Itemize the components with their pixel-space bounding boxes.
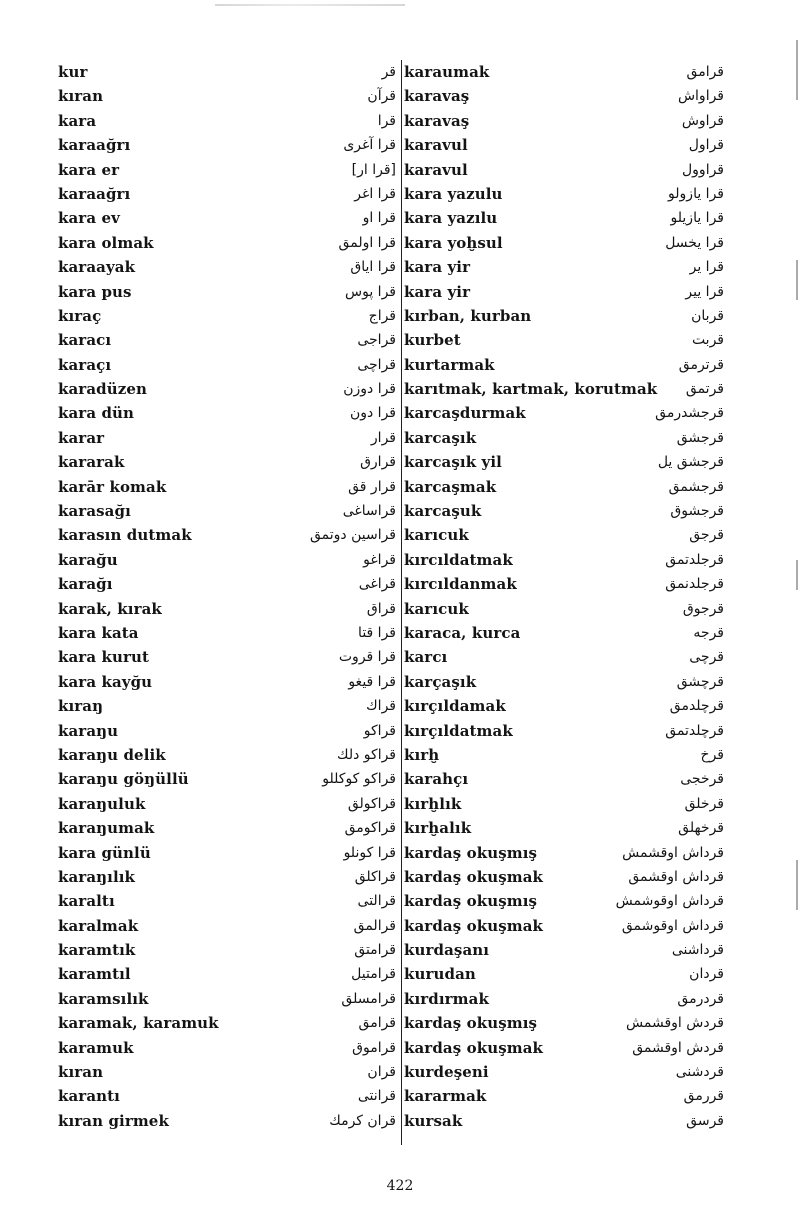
dictionary-entry bbox=[404, 109, 724, 133]
entry-arabic-script: قرامق bbox=[686, 64, 724, 80]
dictionary-entry bbox=[404, 1011, 724, 1035]
entry-latin-headword: kıran bbox=[58, 1063, 104, 1082]
entry-arabic-script: قراول bbox=[688, 137, 724, 154]
dictionary-entry bbox=[404, 841, 724, 865]
entry-latin-headword: kara kayğu bbox=[58, 672, 153, 691]
dictionary-entry bbox=[404, 353, 724, 377]
right-column bbox=[404, 60, 724, 1150]
entry-arabic-script: قرا قتا bbox=[358, 624, 396, 641]
entry-latin-headword: kara yoḫsul bbox=[404, 233, 503, 252]
dictionary-entry bbox=[58, 450, 396, 474]
dictionary-entry bbox=[58, 499, 396, 523]
entry-latin-headword: karasağı bbox=[58, 502, 131, 521]
dictionary-entry bbox=[58, 914, 396, 938]
entry-latin-headword: karasın dutmak bbox=[58, 526, 192, 545]
dictionary-entry bbox=[58, 841, 396, 865]
entry-arabic-script: قرار bbox=[370, 429, 396, 446]
dictionary-entry bbox=[404, 255, 724, 279]
entry-arabic-script: قرالمق bbox=[353, 917, 396, 934]
dictionary-entry bbox=[58, 548, 396, 572]
dictionary-entry bbox=[58, 743, 396, 767]
entry-latin-headword: kara er bbox=[58, 160, 120, 179]
dictionary-entry bbox=[58, 84, 396, 108]
dictionary-entry bbox=[58, 377, 396, 401]
entry-latin-headword: kurudan bbox=[404, 965, 476, 984]
entry-latin-headword: karcaşık bbox=[404, 428, 477, 447]
scan-edge-mark bbox=[796, 40, 798, 100]
entry-latin-headword: kardaş okuşmak bbox=[404, 1038, 544, 1057]
entry-latin-headword: karaayak bbox=[58, 258, 136, 277]
dictionary-entry bbox=[404, 694, 724, 718]
entry-latin-headword: kardaş okuşmış bbox=[404, 1014, 538, 1033]
entry-latin-headword: kıraç bbox=[58, 306, 102, 325]
entry-arabic-script: قرداش اوقوشمش bbox=[615, 893, 724, 910]
dictionary-entry bbox=[404, 280, 724, 304]
entry-arabic-script: قرداشنی bbox=[671, 942, 724, 959]
entry-latin-headword: kırban, kurban bbox=[404, 306, 532, 325]
entry-arabic-script: قرجشمق bbox=[668, 478, 724, 495]
dictionary-entry bbox=[404, 182, 724, 206]
dictionary-entry bbox=[404, 719, 724, 743]
entry-arabic-script: قرچلدتمق bbox=[665, 722, 724, 739]
entry-latin-headword: kardaş okuşmak bbox=[404, 916, 544, 935]
entry-latin-headword: karaltı bbox=[58, 892, 115, 911]
entry-arabic-script: قراكو كوكللو bbox=[322, 771, 396, 788]
entry-arabic-script: قرانتی bbox=[357, 1088, 396, 1105]
dictionary-entry bbox=[58, 1084, 396, 1108]
entry-latin-headword: karavul bbox=[404, 136, 468, 155]
dictionary-entry bbox=[58, 719, 396, 743]
entry-latin-headword: kara kata bbox=[58, 623, 139, 642]
dictionary-entry bbox=[58, 792, 396, 816]
dictionary-entry bbox=[404, 816, 724, 840]
entry-latin-headword: karaŋuluk bbox=[58, 794, 146, 813]
entry-arabic-script: قراواش bbox=[677, 88, 724, 105]
entry-latin-headword: kırḫ bbox=[404, 745, 440, 764]
entry-arabic-script: قرامتق bbox=[354, 942, 396, 959]
entry-latin-headword: karaŋumak bbox=[58, 819, 155, 838]
entry-arabic-script: قرجوق bbox=[682, 600, 724, 617]
entry-arabic-script: قرجشق bbox=[676, 429, 724, 446]
entry-latin-headword: kara olmak bbox=[58, 233, 154, 252]
entry-arabic-script: قردان bbox=[689, 966, 724, 983]
dictionary-entry bbox=[404, 133, 724, 157]
entry-arabic-script: قراوش bbox=[681, 112, 724, 129]
entry-arabic-script: قرجشدرمق bbox=[655, 405, 724, 422]
entry-arabic-script: قرسق bbox=[686, 1112, 724, 1129]
dictionary-entry bbox=[404, 475, 724, 499]
entry-latin-headword: karamsılık bbox=[58, 989, 149, 1008]
entry-latin-headword: kursak bbox=[404, 1111, 463, 1130]
dictionary-entry bbox=[404, 450, 724, 474]
entry-arabic-script: قرا پوس bbox=[345, 283, 396, 300]
entry-latin-headword: karamtık bbox=[58, 941, 136, 960]
entry-arabic-script: قرا قروت bbox=[338, 649, 396, 666]
dictionary-entry bbox=[58, 865, 396, 889]
entry-latin-headword: kurdeşeni bbox=[404, 1063, 489, 1082]
entry-latin-headword: karadüzen bbox=[58, 380, 147, 399]
dictionary-entry bbox=[404, 865, 724, 889]
entry-latin-headword: kıran girmek bbox=[58, 1111, 169, 1130]
entry-latin-headword: karcaşdurmak bbox=[404, 404, 526, 423]
dictionary-entry bbox=[58, 962, 396, 986]
entry-arabic-script: قرداش اوقشمق bbox=[628, 868, 724, 885]
entry-arabic-script: قراسین دوتمق bbox=[309, 527, 396, 544]
entry-arabic-script: قرامسلق bbox=[341, 990, 396, 1007]
entry-latin-headword: karar bbox=[58, 428, 105, 447]
entry-latin-headword: karıcuk bbox=[404, 599, 469, 618]
entry-arabic-script: قراكو bbox=[363, 722, 396, 739]
dictionary-entry bbox=[58, 1036, 396, 1060]
entry-arabic-script: قرار قق bbox=[348, 478, 396, 495]
dictionary-entry bbox=[404, 84, 724, 108]
entry-latin-headword: karavaş bbox=[404, 111, 470, 130]
entry-arabic-script: قرآن bbox=[367, 88, 396, 105]
dictionary-entry bbox=[404, 523, 724, 547]
dictionary-entry bbox=[58, 206, 396, 230]
entry-latin-headword: kara günlü bbox=[58, 843, 151, 862]
dictionary-entry bbox=[58, 816, 396, 840]
entry-arabic-script: قرخجی bbox=[680, 771, 724, 788]
entry-latin-headword: kırdırmak bbox=[404, 989, 489, 1008]
entry-arabic-script: قرجلدنمق bbox=[665, 576, 724, 593]
dictionary-entry bbox=[404, 914, 724, 938]
entry-arabic-script: قرخ bbox=[700, 746, 724, 763]
dictionary-entry bbox=[58, 597, 396, 621]
dictionary-entry bbox=[404, 889, 724, 913]
dictionary-entry bbox=[58, 475, 396, 499]
dictionary-entry bbox=[58, 328, 396, 352]
dictionary-entry bbox=[404, 304, 724, 328]
entry-latin-headword: karcaşık yil bbox=[404, 453, 502, 472]
dictionary-entry bbox=[58, 353, 396, 377]
entry-latin-headword: karcaşuk bbox=[404, 502, 482, 521]
entry-arabic-script: قرجق bbox=[689, 527, 724, 544]
dictionary-entry bbox=[58, 572, 396, 596]
entry-arabic-script: قراغو bbox=[363, 551, 396, 568]
dictionary-entry bbox=[58, 255, 396, 279]
dictionary-entry bbox=[404, 1084, 724, 1108]
entry-arabic-script: قرامق bbox=[358, 1015, 396, 1032]
dictionary-entry bbox=[58, 987, 396, 1011]
entry-arabic-script: قران كرمك bbox=[329, 1112, 396, 1129]
entry-arabic-script: قرا دوزن bbox=[343, 381, 396, 398]
entry-arabic-script: قررمق bbox=[683, 1088, 724, 1105]
entry-latin-headword: karalmak bbox=[58, 916, 139, 935]
dictionary-entry bbox=[58, 1109, 396, 1133]
entry-latin-headword: kırḫalık bbox=[404, 819, 472, 838]
dictionary-entry bbox=[404, 426, 724, 450]
entry-arabic-script: قراكومق bbox=[344, 820, 396, 837]
entry-latin-headword: kıraŋ bbox=[58, 697, 104, 716]
entry-arabic-script: قرا یير bbox=[685, 283, 724, 300]
entry-arabic-script: قرارق bbox=[360, 454, 396, 471]
entry-latin-headword: karçaşık bbox=[404, 672, 477, 691]
entry-arabic-script: [قرا ار] bbox=[351, 161, 396, 178]
entry-arabic-script: قرجه bbox=[693, 624, 724, 641]
entry-arabic-script: قرا كونلو bbox=[343, 844, 396, 861]
entry-arabic-script: قراوول bbox=[682, 161, 724, 178]
entry-latin-headword: kara dün bbox=[58, 404, 135, 423]
entry-latin-headword: karağı bbox=[58, 575, 113, 594]
entry-arabic-script: قراكولق bbox=[347, 795, 396, 812]
entry-arabic-script: قردشنی bbox=[675, 1064, 724, 1081]
dictionary-entry bbox=[404, 987, 724, 1011]
entry-arabic-script: قراك bbox=[366, 698, 396, 715]
scan-edge-mark bbox=[796, 860, 798, 910]
entry-latin-headword: kara pus bbox=[58, 282, 132, 301]
dictionary-entry bbox=[58, 938, 396, 962]
entry-arabic-script: قرترمق bbox=[678, 356, 724, 373]
entry-latin-headword: karcı bbox=[404, 648, 448, 667]
entry-latin-headword: karaŋılık bbox=[58, 867, 136, 886]
entry-latin-headword: kırçıldamak bbox=[404, 697, 506, 716]
entry-arabic-script: قرا اغر bbox=[354, 185, 396, 202]
entry-latin-headword: kara kurut bbox=[58, 648, 149, 667]
dictionary-entry bbox=[58, 889, 396, 913]
entry-latin-headword: karaçı bbox=[58, 355, 112, 374]
entry-latin-headword: karaŋu delik bbox=[58, 745, 166, 764]
dictionary-entry bbox=[404, 597, 724, 621]
entry-arabic-script: قرا آغری bbox=[343, 137, 396, 154]
entry-arabic-script: قرداش اوقوشمق bbox=[621, 917, 724, 934]
entry-latin-headword: kırçıldatmak bbox=[404, 721, 513, 740]
dictionary-entry bbox=[404, 548, 724, 572]
entry-arabic-script: قرا یازیلو bbox=[670, 210, 724, 227]
entry-arabic-script: قرا قیغو bbox=[348, 673, 396, 690]
dictionary-entry bbox=[58, 621, 396, 645]
entry-arabic-script: قربان bbox=[691, 307, 724, 324]
dictionary-entry bbox=[58, 523, 396, 547]
dictionary-entry bbox=[58, 158, 396, 182]
entry-arabic-script: قردش اوقشمق bbox=[632, 1039, 724, 1056]
dictionary-entry bbox=[58, 401, 396, 425]
entry-arabic-script: قراچی bbox=[357, 356, 396, 373]
entry-arabic-script: قرچشق bbox=[676, 673, 724, 690]
entry-latin-headword: karağu bbox=[58, 550, 118, 569]
dictionary-entry bbox=[58, 304, 396, 328]
entry-arabic-script: قرچی bbox=[689, 649, 724, 666]
dictionary-entry bbox=[404, 572, 724, 596]
entry-latin-headword: kırcıldatmak bbox=[404, 550, 513, 569]
scan-edge-mark bbox=[796, 260, 798, 300]
entry-arabic-script: قرجشق يل bbox=[657, 454, 724, 471]
entry-arabic-script: قرا bbox=[377, 112, 396, 129]
dictionary-entry bbox=[404, 645, 724, 669]
entry-latin-headword: kurdaşanı bbox=[404, 941, 490, 960]
entry-latin-headword: karıtmak, kartmak, korutmak bbox=[404, 380, 658, 399]
entry-latin-headword: karantı bbox=[58, 1087, 120, 1106]
dictionary-entry bbox=[404, 621, 724, 645]
entry-arabic-script: قراكو دلك bbox=[337, 746, 396, 763]
entry-arabic-script: قر bbox=[381, 64, 396, 80]
dictionary-entry bbox=[58, 767, 396, 791]
entry-arabic-script: قرا اياق bbox=[350, 259, 396, 276]
entry-arabic-script: قران bbox=[367, 1064, 396, 1081]
entry-arabic-script: قردرمق bbox=[677, 990, 724, 1007]
dictionary-entry bbox=[58, 231, 396, 255]
dictionary-entry bbox=[404, 60, 724, 84]
entry-arabic-script: قرجلدتمق bbox=[665, 551, 724, 568]
dictionary-entry bbox=[404, 377, 724, 401]
dictionary-entry bbox=[404, 938, 724, 962]
entry-arabic-script: قراكلق bbox=[354, 868, 396, 885]
dictionary-entry bbox=[58, 1060, 396, 1084]
entry-latin-headword: kıran bbox=[58, 87, 104, 106]
dictionary-entry bbox=[404, 499, 724, 523]
entry-latin-headword: kurbet bbox=[404, 331, 461, 350]
entry-arabic-script: قربت bbox=[691, 332, 724, 349]
scan-top-mark bbox=[215, 4, 405, 6]
page-number: 422 bbox=[386, 1178, 414, 1194]
entry-latin-headword: kararak bbox=[58, 453, 125, 472]
entry-latin-headword: karavul bbox=[404, 160, 468, 179]
entry-latin-headword: kardaş okuşmak bbox=[404, 867, 544, 886]
dictionary-entry bbox=[58, 109, 396, 133]
entry-arabic-script: قردش اوقشمش bbox=[626, 1015, 724, 1032]
entry-arabic-script: قرخلق bbox=[684, 795, 724, 812]
dictionary-entry bbox=[404, 1109, 724, 1133]
entry-latin-headword: kara yazılu bbox=[404, 209, 498, 228]
entry-arabic-script: قراساغی bbox=[342, 503, 396, 520]
entry-latin-headword: kara ev bbox=[58, 209, 120, 228]
dictionary-entry bbox=[404, 1036, 724, 1060]
entry-arabic-script: قرداش اوقشمش bbox=[622, 844, 724, 861]
dictionary-entry bbox=[404, 328, 724, 352]
entry-arabic-script: قرامتیل bbox=[351, 966, 396, 983]
entry-latin-headword: karak, kırak bbox=[58, 599, 162, 618]
entry-arabic-script: قرا یر bbox=[689, 259, 724, 276]
entry-arabic-script: قراجی bbox=[357, 332, 396, 349]
entry-latin-headword: kardaş okuşmış bbox=[404, 892, 538, 911]
entry-latin-headword: karıcuk bbox=[404, 526, 469, 545]
dictionary-entry bbox=[404, 206, 724, 230]
dictionary-entry bbox=[404, 767, 724, 791]
entry-latin-headword: karamtıl bbox=[58, 965, 131, 984]
dictionary-entry bbox=[404, 1060, 724, 1084]
scan-edge-mark bbox=[796, 560, 798, 590]
entry-latin-headword: kara yazulu bbox=[404, 184, 503, 203]
dictionary-entry bbox=[404, 743, 724, 767]
entry-arabic-script: قرالتی bbox=[357, 893, 396, 910]
entry-arabic-script: قرا دون bbox=[349, 405, 396, 422]
entry-arabic-script: قرا یازولو bbox=[668, 185, 724, 202]
dictionary-entry bbox=[404, 962, 724, 986]
entry-arabic-script: قراغی bbox=[358, 576, 396, 593]
dictionary-entry bbox=[58, 1011, 396, 1035]
entry-arabic-script: قرجشوق bbox=[670, 503, 724, 520]
entry-latin-headword: karahçı bbox=[404, 770, 469, 789]
dictionary-entry bbox=[404, 231, 724, 255]
dictionary-entry bbox=[404, 792, 724, 816]
entry-arabic-script: قراق bbox=[366, 600, 396, 617]
dictionary-entry bbox=[58, 182, 396, 206]
dictionary-entry bbox=[58, 280, 396, 304]
entry-arabic-script: قرا او bbox=[362, 210, 396, 227]
dictionary-entry bbox=[404, 670, 724, 694]
entry-latin-headword: kara bbox=[58, 111, 97, 130]
entry-latin-headword: karamuk bbox=[58, 1038, 134, 1057]
entry-latin-headword: karaağrı bbox=[58, 136, 131, 155]
entry-latin-headword: karamak, karamuk bbox=[58, 1014, 219, 1033]
entry-latin-headword: kara yir bbox=[404, 282, 471, 301]
dictionary-entry bbox=[58, 670, 396, 694]
entry-latin-headword: kararmak bbox=[404, 1087, 487, 1106]
entry-arabic-script: قرخهلق bbox=[678, 820, 724, 837]
dictionary-entry bbox=[404, 401, 724, 425]
entry-latin-headword: karār komak bbox=[58, 477, 167, 496]
dictionary-entry bbox=[58, 426, 396, 450]
entry-arabic-script: قراموق bbox=[352, 1039, 396, 1056]
entry-latin-headword: kardaş okuşmış bbox=[404, 843, 538, 862]
entry-latin-headword: kara yir bbox=[404, 258, 471, 277]
entry-latin-headword: karaağrı bbox=[58, 184, 131, 203]
left-column bbox=[58, 60, 396, 1150]
entry-latin-headword: karaca, kurca bbox=[404, 623, 521, 642]
entry-arabic-script: قرچلدمق bbox=[669, 698, 724, 715]
entry-latin-headword: kırḫlık bbox=[404, 794, 462, 813]
entry-latin-headword: karaŋu göŋüllü bbox=[58, 770, 189, 789]
entry-latin-headword: karcaşmak bbox=[404, 477, 497, 496]
entry-latin-headword: kırcıldanmak bbox=[404, 575, 517, 594]
entry-latin-headword: karacı bbox=[58, 331, 112, 350]
entry-arabic-script: قراج bbox=[368, 307, 396, 324]
entry-arabic-script: قرتمق bbox=[685, 381, 724, 398]
dictionary-entry bbox=[58, 133, 396, 157]
dictionary-entry bbox=[58, 60, 396, 84]
entry-latin-headword: kur bbox=[58, 63, 88, 81]
entry-latin-headword: karaŋu bbox=[58, 721, 119, 740]
dictionary-entry bbox=[58, 645, 396, 669]
entry-arabic-script: قرا اولمق bbox=[338, 234, 396, 251]
dictionary-entry bbox=[404, 158, 724, 182]
column-divider bbox=[401, 60, 402, 1145]
entry-latin-headword: karavaş bbox=[404, 87, 470, 106]
entry-latin-headword: karaumak bbox=[404, 63, 490, 81]
entry-arabic-script: قرا یخسل bbox=[665, 234, 724, 251]
entry-latin-headword: kurtarmak bbox=[404, 355, 495, 374]
dictionary-entry bbox=[58, 694, 396, 718]
